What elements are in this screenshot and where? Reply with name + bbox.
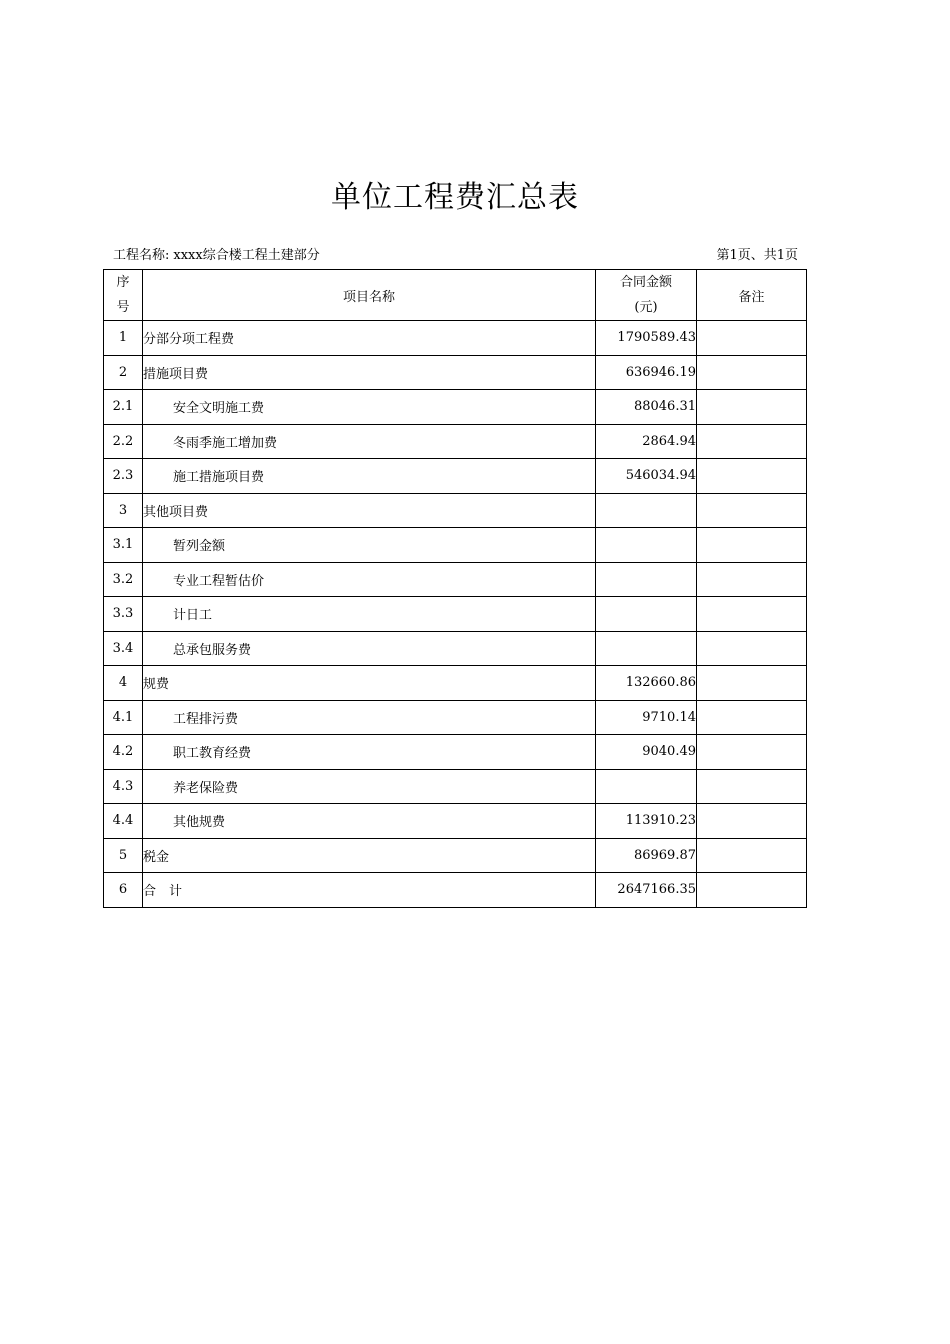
row-note: [697, 666, 807, 701]
row-no: 2: [104, 355, 143, 390]
row-amount: 132660.86: [596, 666, 697, 701]
row-amount: 113910.23: [596, 804, 697, 839]
column-header-note: 备注: [697, 270, 807, 321]
table-row: [104, 735, 807, 770]
row-name: 合 计: [143, 873, 596, 908]
project-info: [113, 244, 320, 263]
row-name: 职工教育经费: [143, 735, 596, 770]
row-amount: 86969.87: [596, 838, 697, 873]
table-row: [104, 424, 807, 459]
table-row: [104, 804, 807, 839]
row-note: [697, 390, 807, 425]
row-no: 6: [104, 873, 143, 908]
row-no: 2.3: [104, 459, 143, 494]
row-name: 暂列金额: [143, 528, 596, 563]
row-amount: [596, 597, 697, 632]
row-amount: 2647166.35: [596, 873, 697, 908]
row-no: 2.2: [104, 424, 143, 459]
row-name: 措施项目费: [143, 355, 596, 390]
row-no: 3.2: [104, 562, 143, 597]
table-row: [104, 355, 807, 390]
row-no: 4.1: [104, 700, 143, 735]
row-no: 3.3: [104, 597, 143, 632]
column-header-no: [104, 270, 143, 321]
row-note: [697, 631, 807, 666]
row-amount: [596, 493, 697, 528]
row-no: 4.4: [104, 804, 143, 839]
row-name: 分部分项工程费: [143, 321, 596, 356]
row-amount: [596, 631, 697, 666]
row-amount: [596, 528, 697, 563]
row-name: 税金: [143, 838, 596, 873]
table-row: [104, 459, 807, 494]
row-amount: 88046.31: [596, 390, 697, 425]
column-header-name: 项目名称: [143, 270, 596, 321]
row-amount: [596, 769, 697, 804]
row-name: 计日工: [143, 597, 596, 632]
table-row: [104, 528, 807, 563]
table-row-total: [104, 873, 807, 908]
column-header-amount: [596, 270, 697, 321]
row-amount: 2864.94: [596, 424, 697, 459]
row-note: [697, 769, 807, 804]
cost-summary-table: [103, 269, 807, 908]
table-row: [104, 769, 807, 804]
row-no: 1: [104, 321, 143, 356]
row-name: 冬雨季施工增加费: [143, 424, 596, 459]
row-no: 4.3: [104, 769, 143, 804]
column-header-no-line1: 序: [116, 275, 130, 290]
row-amount: 636946.19: [596, 355, 697, 390]
row-name: 规费: [143, 666, 596, 701]
row-name: 养老保险费: [143, 769, 596, 804]
project-name-label: 工程名称:: [113, 248, 170, 263]
document-meta: [113, 244, 798, 263]
row-note: [697, 459, 807, 494]
row-no: 4.2: [104, 735, 143, 770]
row-no: 3.4: [104, 631, 143, 666]
row-note: [697, 597, 807, 632]
row-name: 施工措施项目费: [143, 459, 596, 494]
table-row: [104, 390, 807, 425]
row-name: 其他项目费: [143, 493, 596, 528]
page-title: 单位工程费汇总表: [331, 180, 579, 215]
row-no: 4: [104, 666, 143, 701]
table-row: [104, 321, 807, 356]
table-row: [104, 631, 807, 666]
column-header-amount-line1: 合同金额: [619, 275, 672, 290]
row-note: [697, 528, 807, 563]
table-header-row: [104, 270, 807, 321]
table-row: [104, 562, 807, 597]
row-amount: [596, 562, 697, 597]
table-row: [104, 597, 807, 632]
row-note: [697, 493, 807, 528]
table-row: [104, 700, 807, 735]
row-note: [697, 700, 807, 735]
row-name: 工程排污费: [143, 700, 596, 735]
table-row: [104, 838, 807, 873]
row-name: 专业工程暂估价: [143, 562, 596, 597]
row-note: [697, 321, 807, 356]
row-name: 安全文明施工费: [143, 390, 596, 425]
row-no: 5: [104, 838, 143, 873]
column-header-no-line2: 号: [116, 300, 130, 315]
row-note: [697, 355, 807, 390]
row-note: [697, 562, 807, 597]
row-note: [697, 424, 807, 459]
page-info: 第1页、共1页: [716, 248, 798, 263]
row-amount: 1790589.43: [596, 321, 697, 356]
row-amount: 546034.94: [596, 459, 697, 494]
row-name: 总承包服务费: [143, 631, 596, 666]
row-no: 2.1: [104, 390, 143, 425]
row-amount: 9040.49: [596, 735, 697, 770]
row-note: [697, 838, 807, 873]
row-note: [697, 804, 807, 839]
table-row: [104, 666, 807, 701]
column-header-amount-line2: (元): [634, 300, 658, 315]
row-name: 其他规费: [143, 804, 596, 839]
row-amount: 9710.14: [596, 700, 697, 735]
row-note: [697, 873, 807, 908]
row-no: 3.1: [104, 528, 143, 563]
table-row: [104, 493, 807, 528]
row-no: 3: [104, 493, 143, 528]
project-name-value: xxxx综合楼工程土建部分: [173, 248, 320, 263]
row-note: [697, 735, 807, 770]
